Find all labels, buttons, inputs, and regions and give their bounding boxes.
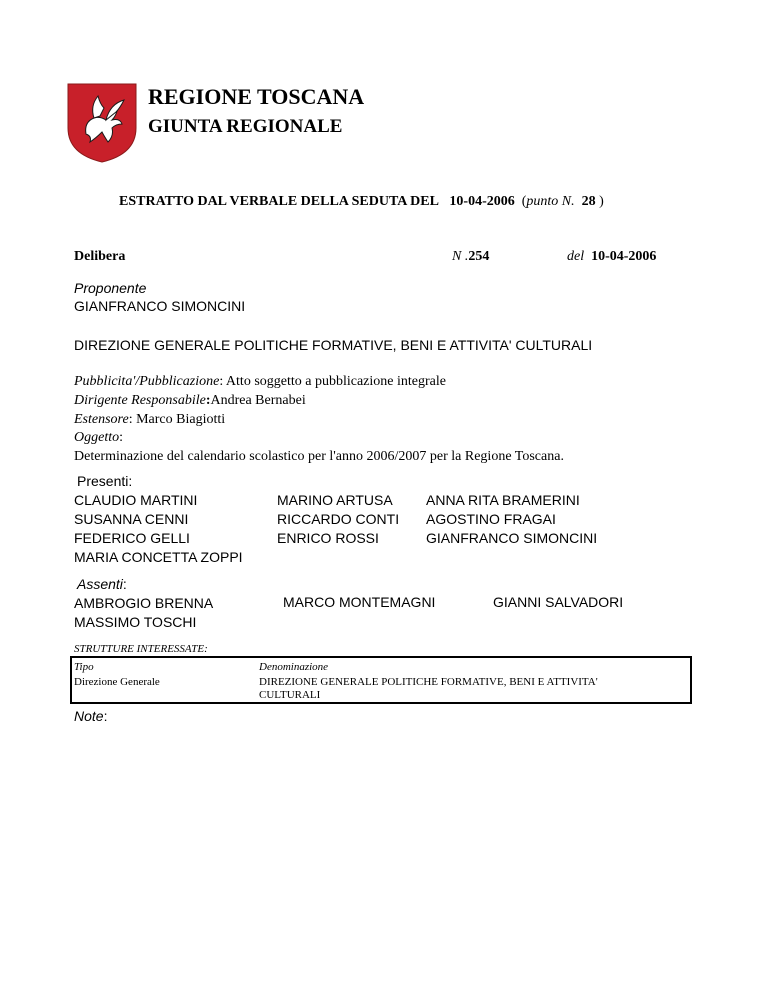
presente-name: GIANFRANCO SIMONCINI [426, 530, 598, 546]
presenti-col2 [277, 491, 399, 548]
assente-name: GIANNI SALVADORI [493, 594, 624, 610]
presente-name: FEDERICO GELLI [74, 530, 190, 546]
dirigente-colon: : [205, 393, 211, 408]
presente-name: CLAUDIO MARTINI [74, 492, 198, 508]
strutture-table [70, 656, 692, 704]
presenti-label: Presenti: [77, 473, 133, 489]
pubblicita-value: : Atto soggetto a pubblicazione integrale [219, 374, 446, 389]
assenti-label: Assenti [77, 576, 123, 592]
delibera-number [452, 249, 489, 265]
del-date: 10-04-2006 [591, 249, 657, 264]
tipo-value: Direzione Generale [74, 676, 160, 688]
presente-name: RICCARDO CONTI [277, 511, 400, 527]
presente-name: ANNA RITA BRAMERINI [426, 492, 580, 508]
denominazione-header: Denominazione [259, 661, 329, 673]
tipo-header: Tipo [74, 661, 94, 673]
presente-name: MARINO ARTUSA [277, 492, 393, 508]
presente-name: AGOSTINO FRAGAI [426, 511, 556, 527]
strutture-label: STRUTTURE INTERESSATE: [74, 643, 208, 655]
punto-label: punto N. [526, 194, 575, 209]
assenti-colon: : [122, 576, 127, 592]
dirigente-value: Andrea Bernabei [210, 393, 306, 408]
assenti-col2 [283, 594, 435, 610]
oggetto-label: Oggetto [74, 430, 120, 445]
assente-name: AMBROGIO BRENNA [74, 595, 214, 611]
number-label: N . [452, 249, 469, 264]
pegasus-crest-icon [66, 82, 138, 164]
note-colon: : [103, 708, 108, 724]
dirigente-line [74, 393, 306, 409]
del-label: del [567, 249, 585, 264]
pubblicita-line [74, 374, 446, 390]
denominazione-line1: DIREZIONE GENERALE POLITICHE FORMATIVE, BENI E ATTIVITA' [259, 676, 598, 688]
number-value: 254 [468, 249, 490, 264]
assente-name: MARCO MONTEMAGNI [283, 594, 436, 610]
assenti-label-line [77, 576, 127, 592]
dirigente-label: Dirigente Responsabile [74, 393, 206, 408]
oggetto-value: Determinazione del calendario scolastico per l'anno 2006/2007 per la Regione Toscana. [74, 449, 564, 464]
direzione-line: DIREZIONE GENERALE POLITICHE FORMATIVE, BENI E ATTIVITA' CULTURALI [74, 337, 593, 353]
presenti-col1 [74, 491, 243, 567]
oggetto-line [74, 430, 123, 446]
denominazione-line2: CULTURALI [259, 689, 321, 701]
proponente-label: Proponente [74, 280, 147, 296]
extract-prefix: ESTRATTO DAL VERBALE DELLA SEDUTA DEL [119, 194, 439, 209]
delibera-label: Delibera [74, 249, 126, 264]
extract-date: 10-04-2006 [449, 194, 515, 209]
extract-open: ( [521, 194, 527, 209]
org-title: REGIONE TOSCANA [148, 84, 365, 109]
estensore-label: Estensore [74, 412, 129, 427]
estensore-line [74, 412, 225, 428]
extract-close: ) [599, 194, 604, 209]
oggetto-colon: : [119, 430, 123, 445]
assente-name: MASSIMO TOSCHI [74, 614, 197, 630]
presenti-col3 [426, 491, 597, 548]
extract-line [119, 194, 604, 210]
note-line [74, 708, 107, 724]
assenti-col1 [74, 594, 213, 632]
pubblicita-label: Pubblicita'/Pubblicazione [74, 374, 220, 389]
proponente-name: GIANFRANCO SIMONCINI [74, 298, 246, 314]
punto-value: 28 [581, 194, 596, 209]
estensore-value: : Marco Biagiotti [128, 412, 226, 427]
body-subtitle: GIUNTA REGIONALE [148, 116, 343, 137]
presente-name: ENRICO ROSSI [277, 530, 379, 546]
delibera-date [567, 249, 656, 265]
presente-name: SUSANNA CENNI [74, 511, 189, 527]
presente-name: MARIA CONCETTA ZOPPI [74, 549, 243, 565]
assenti-col3 [493, 594, 623, 610]
note-label: Note [74, 708, 104, 724]
